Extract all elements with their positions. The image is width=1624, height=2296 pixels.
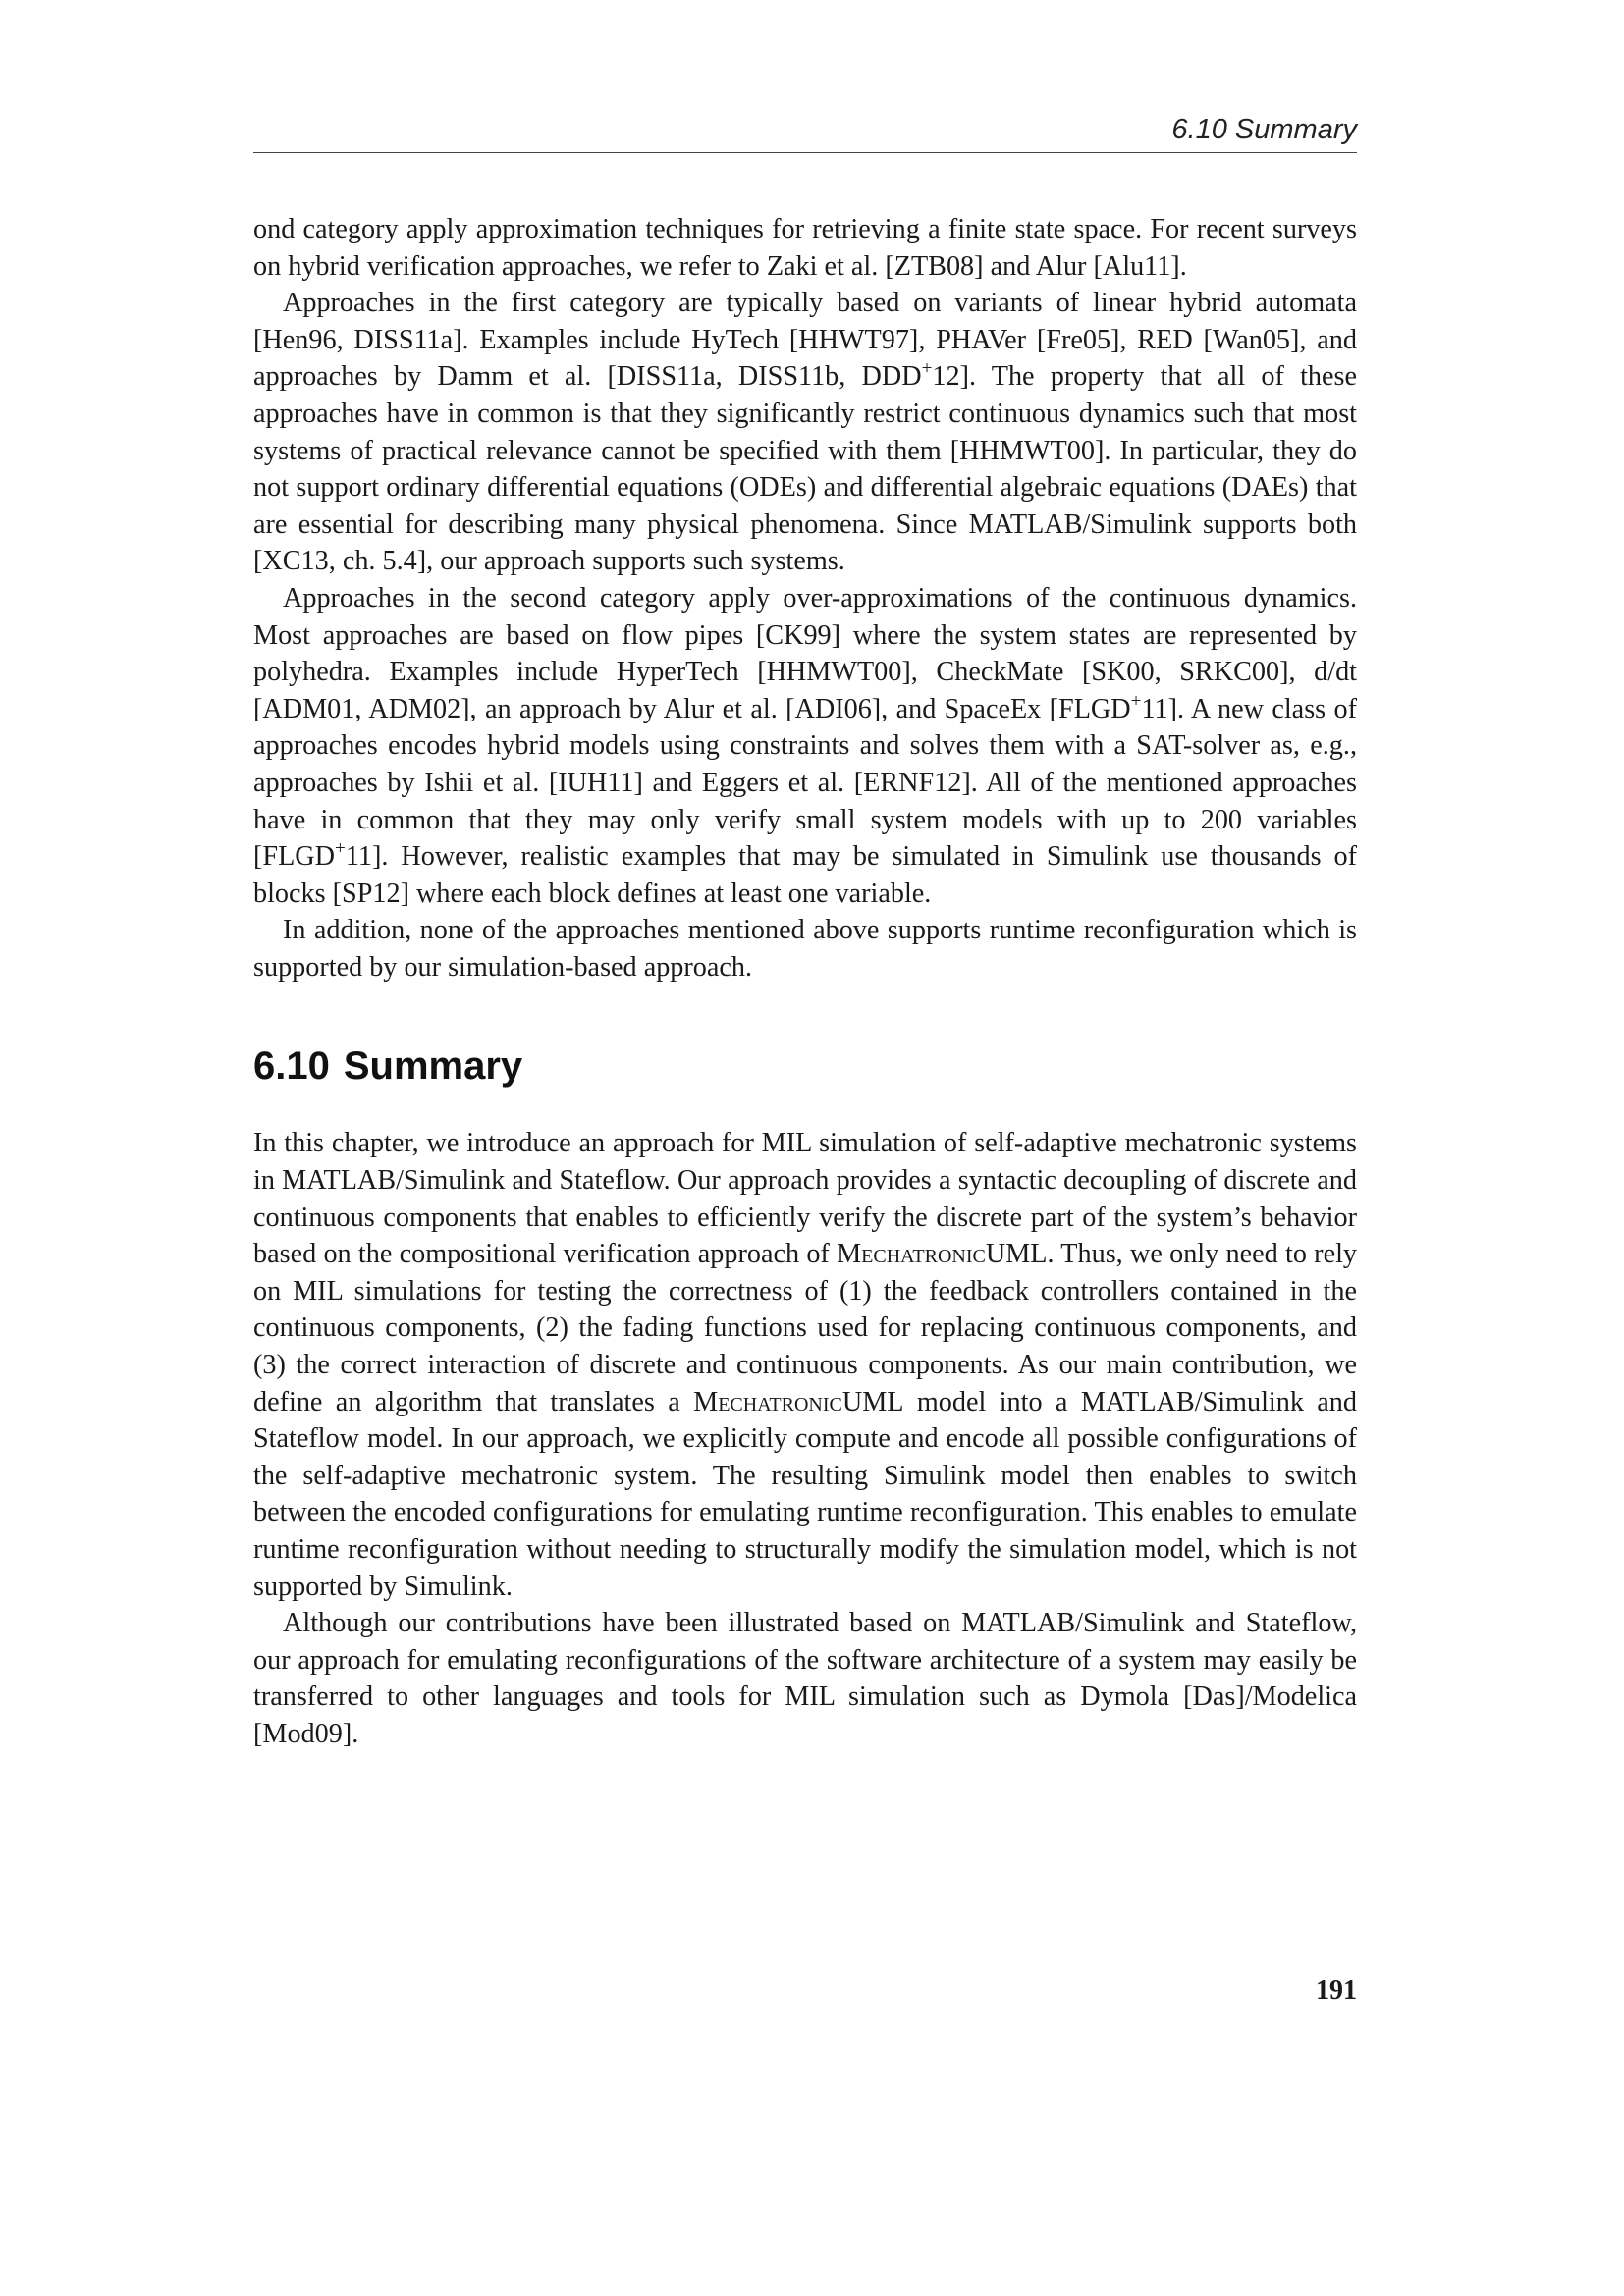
related-work-paragraph-2: Approaches in the first category are typically based on variants of linear hybrid automata [Hen96, DISS11a]. Examples include HyTech [HHWT97], PHAVer [Fre05], RED [Wan05], and approaches by Damm et al. [DISS11a, DISS11b, DDD+12]. The property that all of these approaches have in common is that they significantly restrict continuous dynamics such that most systems of practical relevance cannot be specified with them [HHMWT00]. In particular, they do not support ordinary differential equations (ODEs) and differential algebraic equations (DAEs) that are essential for describing many physical phenomena. Since MATLAB/Simulink supports both [XC13, ch. 5.4], our approach supports such systems.	[253, 288, 1357, 577]
superscript: +	[1130, 690, 1142, 712]
related-work-paragraph-1: ond category apply approximation techniques for retrieving a finite state space. For recent surveys on hybrid verification approaches, we refer to Zaki et al. [ZTB08] and Alur [Alu11].	[253, 214, 1357, 282]
section-heading	[253, 1042, 1357, 1090]
page-number: 191	[1316, 1975, 1357, 2005]
mechatronicuml-term: MechatronicUML	[693, 1386, 904, 1417]
superscript: +	[921, 358, 933, 380]
superscript: +	[335, 837, 346, 859]
section-title: Summary	[343, 1044, 523, 1089]
summary-paragraph-1: In this chapter, we introduce an approach for MIL simulation of self-adaptive mechatronic systems in MATLAB/Simulink and Stateflow. Our approach provides a syntactic decoupling of discrete and continuous components that enables to efficiently verify the discrete part of the system’s behavior based on the compositional verification approach of MechatronicUML. Thus, we only need to rely on MIL simulations for testing the correctness of (1) the feedback controllers contained in the continuous components, (2) the fading functions used for replacing continuous components, and (3) the correct interaction of discrete and continuous components. As our main contribution, we define an algorithm that translates a MechatronicUML model into a MATLAB/Simulink and Stateflow model. In our approach, we explicitly compute and encode all possible configurations of the self-adaptive mechatronic system. The resulting Simulink model then enables to switch between the encoded configurations for emulating runtime reconfiguration. This enables to emulate runtime reconfiguration without needing to structurally modify the simulation model, which is not supported by Simulink.	[253, 1128, 1358, 1602]
section-number: 6.10	[253, 1044, 330, 1089]
summary-paragraph-2: Although our contributions have been illustrated based on MATLAB/Simulink and Stateflow, our approach for emulating reconfigurations of the software architecture of a system may easily be transferred to other languages and tools for MIL simulation such as Dymola [Das]/Modelica [Mod09].	[253, 1608, 1357, 1749]
body-text	[253, 211, 1357, 1753]
related-work-paragraph-3: Approaches in the second category apply over-approximations of the continuous dynamics. Most approaches are based on flow pipes [CK99] where the system states are represented by polyhedra. Examples include HyperTech [HHMWT00], CheckMate [SK00, SRKC00], d/dt [ADM01, ADM02], an approach by Alur et al. [ADI06], and SpaceEx [FLGD+11]. A new class of approaches encodes hybrid models using constraints and solves them with a SAT-solver as, e.g., approaches by Ishii et al. [IUH11] and Eggers et al. [ERNF12]. All of the mentioned approaches have in common that they may only verify small system models with up to 200 variables [FLGD+11]. However, realistic examples that may be simulated in Simulink use thousands of blocks [SP12] where each block defines at least one variable.	[253, 582, 1357, 909]
header-rule	[253, 152, 1357, 153]
mechatronicuml-term: MechatronicUML	[837, 1239, 1048, 1270]
related-work-paragraph-4: In addition, none of the approaches mentioned above supports runtime reconfiguration which is supported by our simulation-based approach.	[253, 915, 1357, 983]
running-head: 6.10 Summary	[1171, 114, 1357, 145]
